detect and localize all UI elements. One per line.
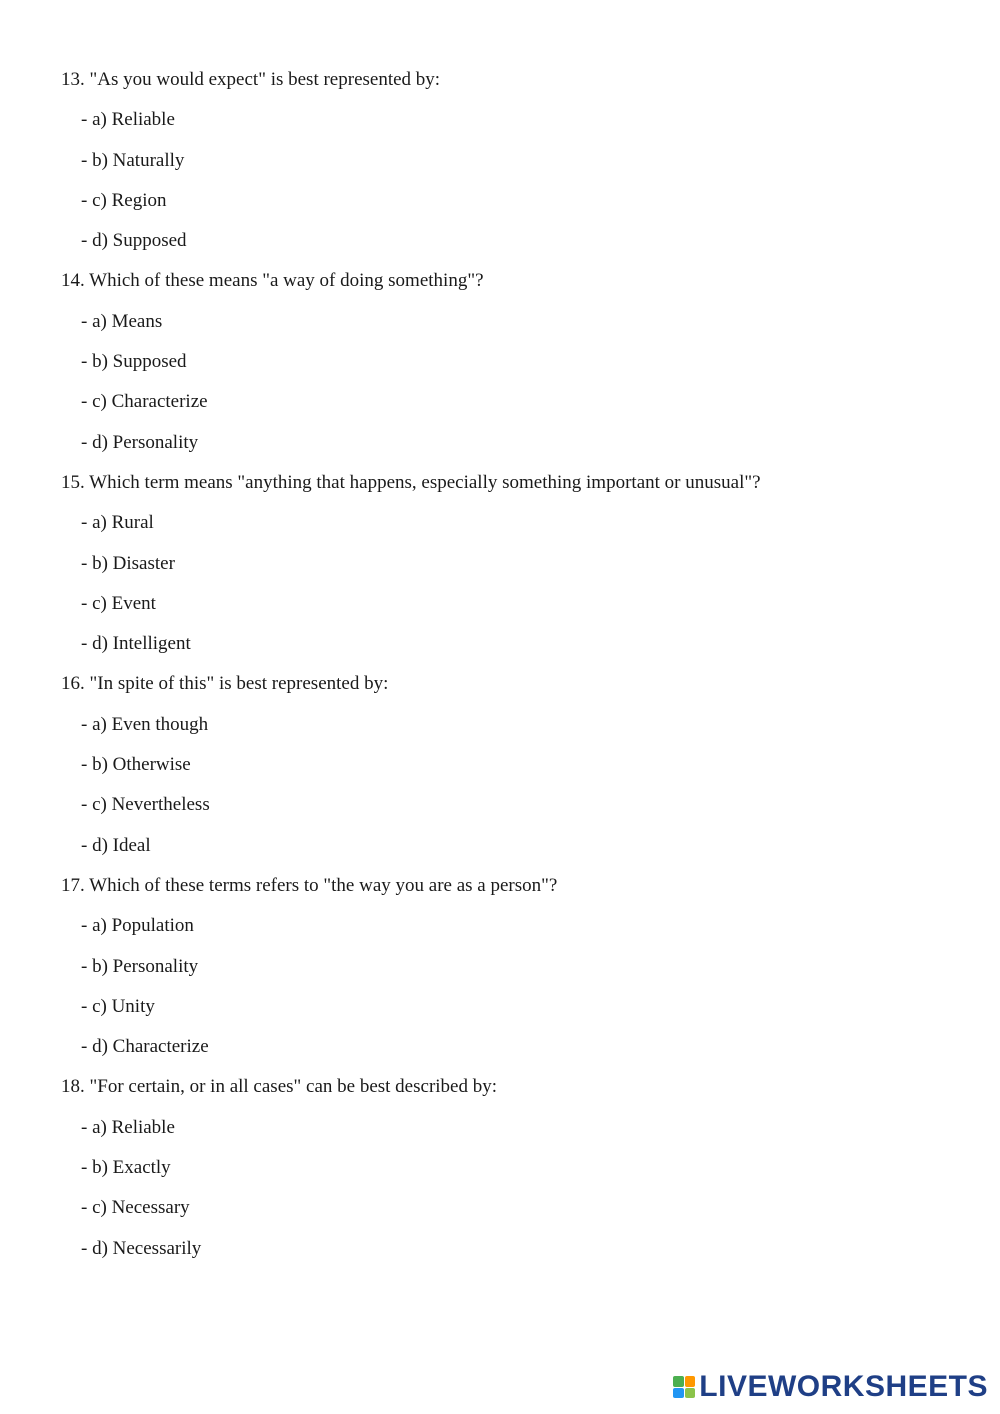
question-text: 14. Which of these means "a way of doing something"? xyxy=(61,270,484,292)
option-d: - d) Necessarily xyxy=(81,1237,202,1259)
option-d: - d) Ideal xyxy=(81,834,151,856)
option-b: - b) Disaster xyxy=(81,552,175,574)
option-b: - b) Personality xyxy=(81,955,199,977)
option-d: - d) Supposed xyxy=(81,230,187,252)
options-list xyxy=(61,503,961,664)
option-a: - a) Reliable xyxy=(81,109,175,131)
question-text: 18. "For certain, or in all cases" can be best described by: xyxy=(61,1076,498,1098)
liveworksheets-logo-icon xyxy=(673,1376,695,1398)
option-a: - a) Population xyxy=(81,915,194,937)
option-b: - b) Otherwise xyxy=(81,754,191,776)
option-c: - c) Necessary xyxy=(81,1197,190,1219)
question-text: 16. "In spite of this" is best represented by: xyxy=(61,673,389,695)
option-b: - b) Naturally xyxy=(81,149,185,171)
brand-name: LIVEWORKSHEETS xyxy=(699,1370,988,1403)
options-list xyxy=(61,302,961,463)
logo-square-1 xyxy=(673,1376,684,1387)
question-17 xyxy=(61,866,961,1067)
question-13 xyxy=(61,60,961,261)
option-a: - a) Means xyxy=(81,310,163,332)
option-d: - d) Intelligent xyxy=(81,633,191,655)
worksheet-questions xyxy=(61,60,961,1269)
option-c: - c) Unity xyxy=(81,995,155,1017)
question-text: 13. "As you would expect" is best represented by: xyxy=(61,69,441,90)
option-c: - c) Event xyxy=(81,592,156,614)
option-d: - d) Characterize xyxy=(81,1036,209,1058)
option-a: - a) Rural xyxy=(81,512,154,534)
option-a: - a) Reliable xyxy=(81,1116,175,1138)
question-15 xyxy=(61,463,961,664)
question-text: 17. Which of these terms refers to "the way you are as a person"? xyxy=(61,874,558,896)
logo-square-4 xyxy=(685,1388,696,1399)
question-14 xyxy=(61,261,961,462)
options-list xyxy=(61,705,961,866)
logo-square-3 xyxy=(673,1388,684,1399)
question-18 xyxy=(61,1067,961,1268)
question-16 xyxy=(61,664,961,865)
option-c: - c) Nevertheless xyxy=(81,794,210,816)
option-b: - b) Supposed xyxy=(81,351,187,373)
options-list xyxy=(61,1108,961,1269)
liveworksheets-brand[interactable] xyxy=(673,1372,988,1402)
option-a: - a) Even though xyxy=(81,713,209,735)
options-list xyxy=(61,100,961,261)
option-b: - b) Exactly xyxy=(81,1157,171,1179)
option-d: - d) Personality xyxy=(81,431,199,453)
question-text: 15. Which term means "anything that happens, especially something important or unusual"? xyxy=(61,471,761,493)
options-list xyxy=(61,906,961,1067)
option-c: - c) Region xyxy=(81,189,167,211)
logo-square-2 xyxy=(685,1376,696,1387)
option-c: - c) Characterize xyxy=(81,391,208,413)
